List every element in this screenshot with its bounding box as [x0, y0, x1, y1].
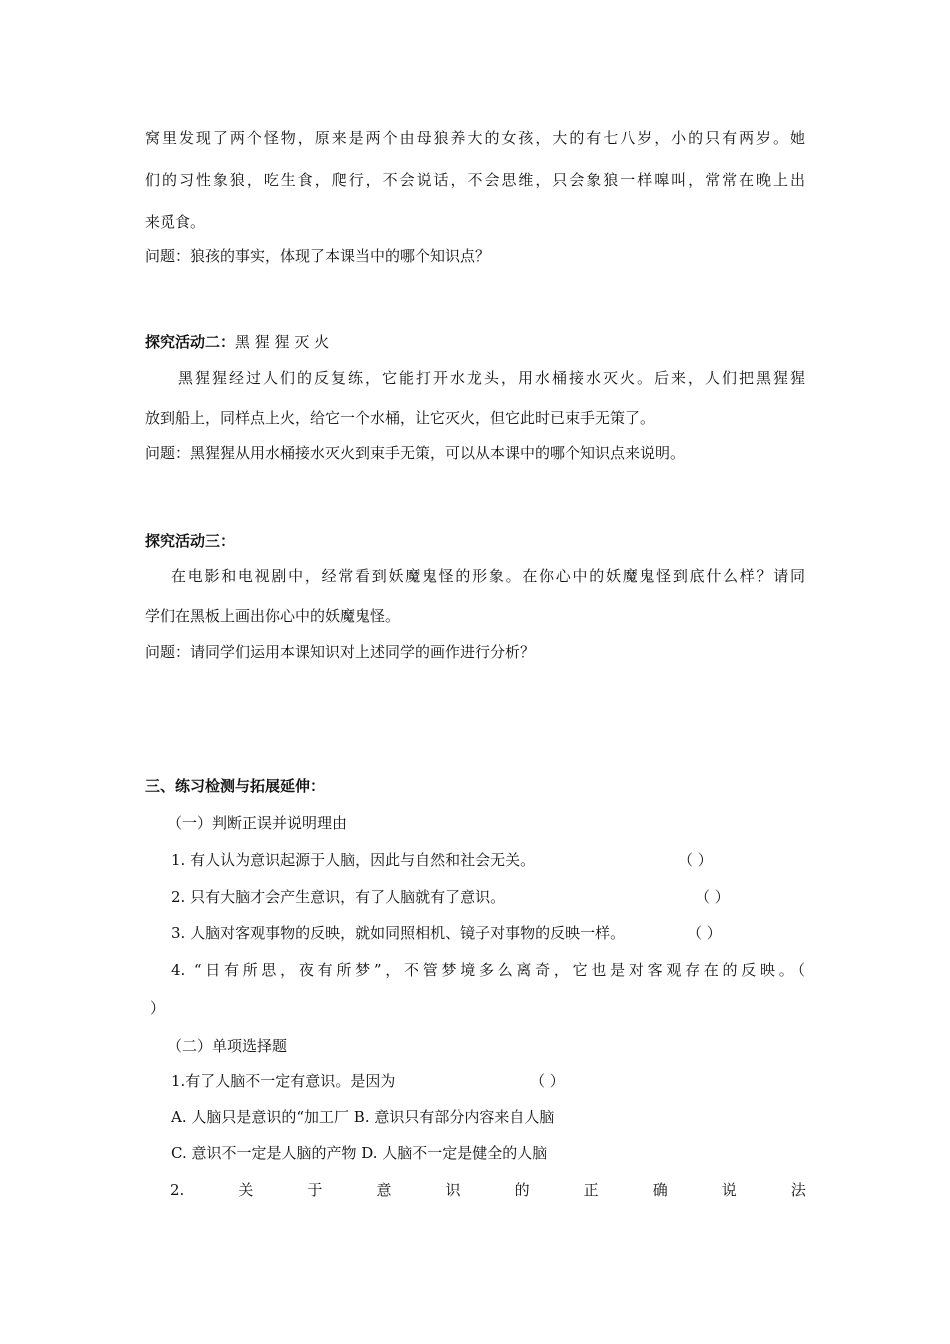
judge-item-1: 1. 有人认为意识起源于人脑，因此与自然和社会无关。 [171, 851, 536, 869]
story-line-3: 来觅食。 [145, 213, 206, 231]
activity3-question: 问题：请同学们运用本课知识对上述同学的画作进行分析？ [145, 643, 536, 661]
activity2-heading [145, 332, 329, 352]
q2-char: 法 [790, 1181, 806, 1199]
choice-q1: 1.有了人脑不一定有意识。是因为 [171, 1072, 396, 1090]
story-line-1: 窝里发现了两个怪物，原来是两个由母狼养大的女孩，大的有七八岁，小的只有两岁。她 [145, 129, 805, 147]
q2-char: 关 [238, 1181, 254, 1199]
q2-char: 于 [307, 1181, 323, 1199]
choice-q1-bracket: （ ） [530, 1072, 565, 1090]
story-question: 问题：狼孩的事实，体现了本课当中的哪个知识点？ [145, 247, 491, 265]
judge-item-3: 3. 人脑对客观事物的反映，就如同照相机、镜子对事物的反映一样。 [171, 924, 626, 942]
q2-char: 意 [376, 1181, 392, 1199]
activity2-line-1: 黑猩猩经过人们的反复练，它能打开水龙头，用水桶接水灭火。后来，人们把黑猩猩 [178, 369, 805, 387]
activity3-label: 探究活动三： [145, 532, 236, 550]
judge-bracket-2: （ ） [695, 888, 730, 906]
judge-item-4: 4. “日有所思，夜有所梦”，不管梦境多么离奇，它也是对客观存在的反映。（ [171, 961, 805, 979]
q2-char: 正 [583, 1181, 599, 1199]
q2-char: 2. [170, 1181, 185, 1199]
q2-char: 的 [514, 1181, 530, 1199]
judge-bracket-1: （ ） [678, 851, 713, 869]
judge-bracket-4: ） [150, 999, 166, 1017]
story-line-2: 们的习性象狼，吃生食，爬行，不会说话，不会思维，只会象狼一样嗥叫，常常在晚上出 [145, 171, 805, 189]
activity2-line-2: 放到船上，同样点上火，给它一个水桶，让它灭火，但它此时已束手无策了。 [145, 409, 656, 427]
activity2-label: 探究活动二： [145, 333, 236, 351]
choice-q1-options-ab: A. 人脑只是意识的“加工厂 B. 意识只有部分内容来自人脑 [171, 1108, 555, 1126]
q2-char: 识 [445, 1181, 461, 1199]
part1-title: （一）判断正误并说明理由 [167, 814, 348, 832]
choice-q1-options-cd: C. 意识不一定是人脑的产物 D. 人脑不一定是健全的人脑 [171, 1144, 548, 1162]
q2-char: 确 [652, 1181, 668, 1199]
choice-q2 [170, 1180, 806, 1200]
part2-title: （二）单项选择题 [167, 1037, 288, 1055]
section3-heading: 三、练习检测与拓展延伸： [145, 777, 326, 795]
activity3-line-2: 学们在黑板上画出你心中的妖魔鬼怪。 [145, 607, 401, 625]
activity3-line-1: 在电影和电视剧中，经常看到妖魔鬼怪的形象。在你心中的妖魔鬼怪到底什么样？请同 [171, 567, 805, 585]
judge-bracket-3: （ ） [687, 924, 722, 942]
q2-char: 说 [721, 1181, 737, 1199]
activity2-question: 问题：黑猩猩从用水桶接水灭火到束手无策，可以从本课中的哪个知识点来说明。 [145, 444, 686, 462]
activity2-title: 黑 猩 猩 灭 火 [235, 333, 330, 351]
judge-item-2: 2. 只有大脑才会产生意识，有了人脑就有了意识。 [171, 888, 506, 906]
